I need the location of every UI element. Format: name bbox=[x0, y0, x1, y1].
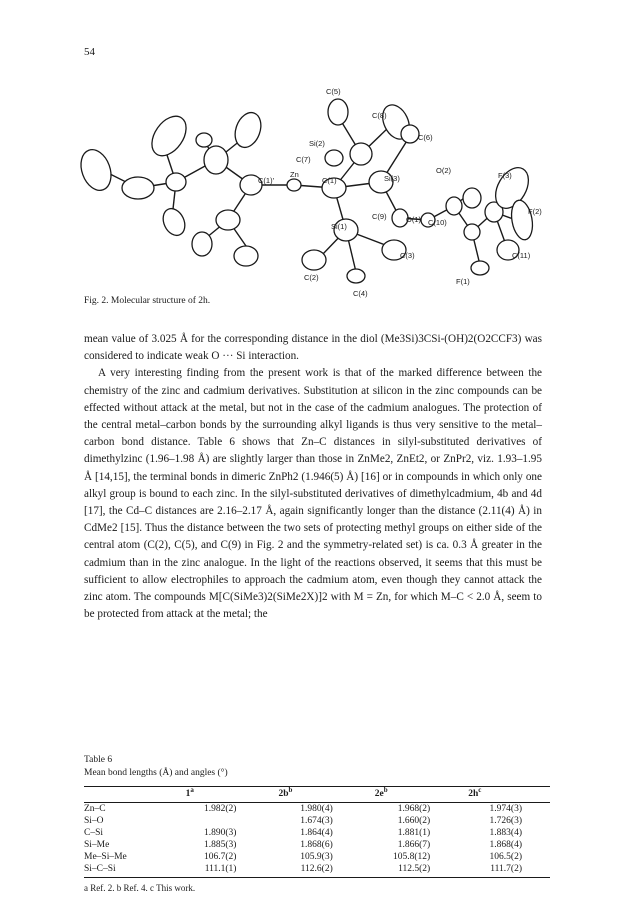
table-row bbox=[84, 863, 550, 878]
ortep-diagram bbox=[76, 70, 552, 298]
table-cell: Zn–C bbox=[84, 804, 106, 814]
atom-label: C(8) bbox=[372, 111, 387, 120]
column-header: $2h^c$ bbox=[458, 787, 550, 803]
table-cell: 1.864(4) bbox=[300, 828, 333, 838]
atom-label: Zn bbox=[290, 170, 299, 179]
table-cell: 1.674(3) bbox=[300, 816, 333, 826]
table-cell: Me–Si–Me bbox=[84, 852, 127, 862]
atom-label: C(1)' bbox=[258, 176, 275, 185]
table-cell: 1.980(4) bbox=[300, 804, 333, 814]
table-cell: 1.660(2) bbox=[397, 816, 431, 826]
table-cell: 111.1(1) bbox=[158, 863, 265, 878]
table-cell: C–Si bbox=[84, 828, 104, 838]
table-cell: 1.726(3) bbox=[489, 816, 522, 826]
atom-label: C(1) bbox=[322, 176, 337, 185]
table-cell: 106.7(2) bbox=[204, 852, 237, 862]
column-header: $2b^b$ bbox=[264, 787, 360, 803]
atom-label: C(9) bbox=[372, 212, 387, 221]
table-row bbox=[84, 803, 550, 816]
table-cell: 1.868(6) bbox=[300, 840, 333, 850]
atom-label: C(2) bbox=[304, 273, 319, 282]
column-header: 1$^a$ bbox=[158, 787, 265, 803]
table-cell: 1.968(2) bbox=[397, 804, 431, 814]
table-cell: 112.6(2) bbox=[264, 863, 360, 878]
atom-label: C(10) bbox=[428, 218, 447, 227]
atom-label: F(1) bbox=[456, 277, 470, 286]
table-cell: 112.5(2) bbox=[361, 863, 458, 878]
table-cell: 1.881(1) bbox=[397, 828, 431, 838]
table-cell: 1.890(3) bbox=[204, 828, 237, 838]
table-footnote: a Ref. 2. b Ref. 4. c This work. bbox=[84, 883, 196, 893]
table-cell: Si–Me bbox=[84, 840, 110, 850]
table-cell: Si–O bbox=[84, 816, 104, 826]
column-header bbox=[84, 787, 158, 803]
table-row bbox=[84, 851, 550, 863]
thermal-ellipsoids bbox=[76, 99, 535, 283]
table-cell: 1.974(3) bbox=[489, 804, 522, 814]
column-header: $2e^b$ bbox=[361, 787, 458, 803]
paragraph: mean value of 3.025 Å for the corresponding distance in the diol (Me3Si)3CSi-(OH)2(O2CCF3) was considered to indicate weak O ··· Si interaction. bbox=[84, 333, 542, 363]
page-number: 54 bbox=[84, 46, 95, 58]
atom-label: O(2) bbox=[436, 166, 451, 175]
atom-label: C(5) bbox=[326, 87, 341, 96]
atom-label: C(6) bbox=[418, 133, 433, 142]
table-caption: Mean bond lengths (Å) and angles (°) bbox=[84, 768, 228, 778]
molecular-structure-figure bbox=[76, 70, 552, 298]
table-cell: 1.866(7) bbox=[397, 840, 431, 850]
table-cell: 1.868(4) bbox=[489, 840, 522, 850]
atom-label: F(2) bbox=[528, 207, 542, 216]
table-cell: 106.5(2) bbox=[489, 852, 522, 862]
table-6 bbox=[84, 754, 550, 893]
table-row bbox=[84, 815, 550, 827]
body-text bbox=[84, 331, 542, 623]
table-cell bbox=[158, 815, 265, 827]
table-cell: 105.8(12) bbox=[393, 852, 431, 862]
table-cell: 1.982(2) bbox=[204, 804, 237, 814]
table-cell: Si–C–Si bbox=[84, 863, 158, 878]
table-cell: 1.885(3) bbox=[204, 840, 237, 850]
atom-label: Si(2) bbox=[309, 139, 325, 148]
table-row bbox=[84, 839, 550, 851]
atom-label: F(3) bbox=[498, 171, 512, 180]
atom-label: C(4) bbox=[353, 289, 368, 298]
atom-label: Si(3) bbox=[384, 174, 400, 183]
table-title: Table 6 bbox=[84, 755, 113, 765]
bond-table bbox=[84, 786, 550, 878]
figure-caption: Fig. 2. Molecular structure of 2h. bbox=[84, 296, 211, 306]
table-cell: 1.883(4) bbox=[489, 828, 522, 838]
atom-label: C(11) bbox=[512, 251, 531, 260]
table-row bbox=[84, 827, 550, 839]
table-cell: 111.7(2) bbox=[458, 863, 550, 878]
atom-label: C(7) bbox=[296, 155, 311, 164]
atom-label: C(3) bbox=[400, 251, 415, 260]
table-header-row bbox=[84, 787, 550, 803]
atom-label: O(1) bbox=[406, 215, 421, 224]
atom-label: Si(1) bbox=[331, 222, 347, 231]
paragraph: A very interesting finding from the present work is that of the marked difference between the chemistry of the zinc and cadmium derivatives. Substitution at silicon in the zinc compounds can be effected without attack at the metal, but not in the case of the cadmium analogues. The protection of the central metal–carbon bonds by the surrounding alkyl ligands is thus very sensitive to the metal–carbon bond distance. Table 6 shows that Zn–C distances in silyl-substituted derivatives of dimethylzinc (1.96–1.98 Å) are slightly larger than those in ZnMe2, ZnEt2, or ZnPr2, viz. 1.93–1.95 Å [14,15], the terminal bonds in dimeric ZnPh2 (1.946(5) Å) [16] or in compounds in which only one alkyl group is bound to each zinc. In the silyl-substituted derivatives of dimethylcadmium, 4b and 4d [17], the Cd–C distances are 2.16–2.17 Å, again significantly longer than the distance (2.11(4) Å) in CdMe2 [15]. Thus the distance between the two sets of protecting methyl groups on either side of the central atom (C(2), C(5), and C(9) in Fig. 2 and the symmetry-related set) is ca. 0.3 Å greater in the cadmium than in the zinc analogue. In the light of the reactions observed, it seems that this must be sufficient to allow electrophiles to approach the cadmium atom, even though they cannot attack the zinc atom. The compounds M[C(SiMe3)2(SiMe2X)]2 with M = Zn, for which M–C < 2.0 Å, seem to be protected from attack at the metal; the bbox=[84, 367, 542, 621]
table-cell: 105.9(3) bbox=[300, 852, 333, 862]
